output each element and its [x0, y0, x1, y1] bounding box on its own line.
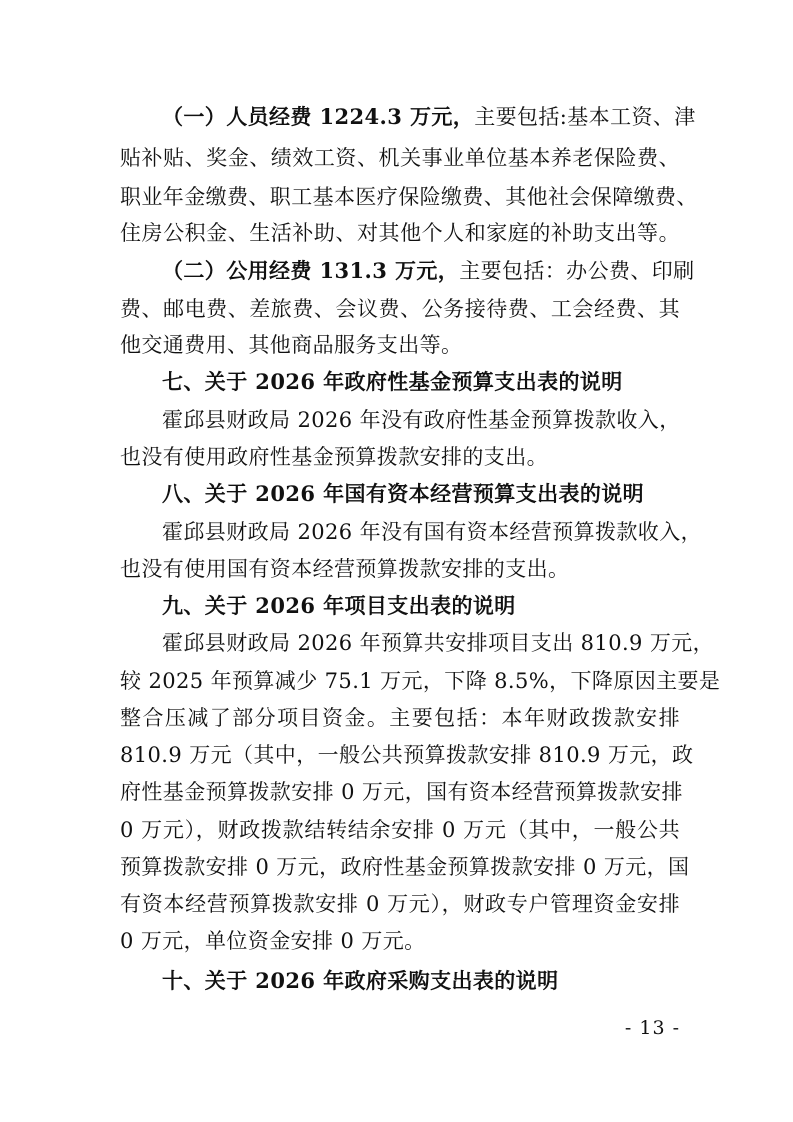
- page-number: - 13 -: [624, 1017, 680, 1039]
- section-10-heading: 十、关于 2026 年政府采购支出表的说明: [162, 968, 559, 993]
- section-8-line-1: 霍邱县财政局 2026 年没有国有资本经营预算拨款收入，: [162, 520, 702, 544]
- section-9-line-2: 较 2025 年预算减少 75.1 万元，下降 8.5%，下降原因主要是: [120, 669, 721, 693]
- section-8-heading: 八、关于 2026 年国有资本经营预算支出表的说明: [162, 481, 645, 506]
- section-7-heading: 七、关于 2026 年政府性基金预算支出表的说明: [162, 369, 623, 394]
- section-7-line-1: 霍邱县财政局 2026 年没有政府性基金预算拨款收入，: [162, 408, 681, 432]
- section-9-line-6: 0 万元），财政拨款结转结余安排 0 万元（其中，一般公共: [120, 818, 680, 842]
- section-9-line-5: 府性基金预算拨款安排 0 万元，国有资本经营预算拨款安排: [120, 780, 683, 804]
- public-expense-line-1: [162, 256, 695, 286]
- section-9-heading: 九、关于 2026 年项目支出表的说明: [162, 593, 516, 618]
- section-9-line-3: 整合压减了部分项目资金。主要包括：本年财政拨款安排: [120, 706, 680, 730]
- personnel-expense-line-3: 职业年金缴费、职工基本医疗保险缴费、其他社会保障缴费、: [120, 185, 698, 209]
- personnel-expense-heading: （一）人员经费 1224.3 万元，: [162, 104, 475, 129]
- personnel-expense-line-4: 住房公积金、生活补助、对其他个人和家庭的补助支出等。: [120, 221, 680, 245]
- section-9-line-9: 0 万元，单位资金安排 0 万元。: [120, 929, 426, 953]
- section-7-line-2: 也没有使用政府性基金预算拨款安排的支出。: [120, 445, 548, 469]
- personnel-expense-line-2: 贴补贴、奖金、绩效工资、机关事业单位基本养老保险费、: [120, 146, 680, 170]
- public-expense-text: 主要包括：办公费、印刷: [459, 259, 695, 283]
- personnel-expense-line-1: [162, 102, 696, 132]
- section-9-line-7: 预算拨款安排 0 万元，政府性基金预算拨款安排 0 万元，国: [120, 855, 690, 879]
- personnel-expense-text: 主要包括:基本工资、津: [474, 105, 696, 129]
- section-9-line-1: 霍邱县财政局 2026 年预算共安排项目支出 810.9 万元，: [162, 631, 715, 655]
- public-expense-heading: （二）公用经费 131.3 万元，: [162, 258, 460, 283]
- public-expense-line-2: 费、邮电费、差旅费、会议费、公务接待费、工会经费、其: [120, 297, 680, 321]
- public-expense-line-3: 他交通费用、其他商品服务支出等。: [120, 333, 463, 357]
- section-8-line-2: 也没有使用国有资本经营预算拨款安排的支出。: [120, 557, 570, 581]
- section-9-line-4: 810.9 万元（其中，一般公共预算拨款安排 810.9 万元，政: [120, 743, 694, 767]
- section-9-line-8: 有资本经营预算拨款安排 0 万元），财政专户管理资金安排: [120, 892, 680, 916]
